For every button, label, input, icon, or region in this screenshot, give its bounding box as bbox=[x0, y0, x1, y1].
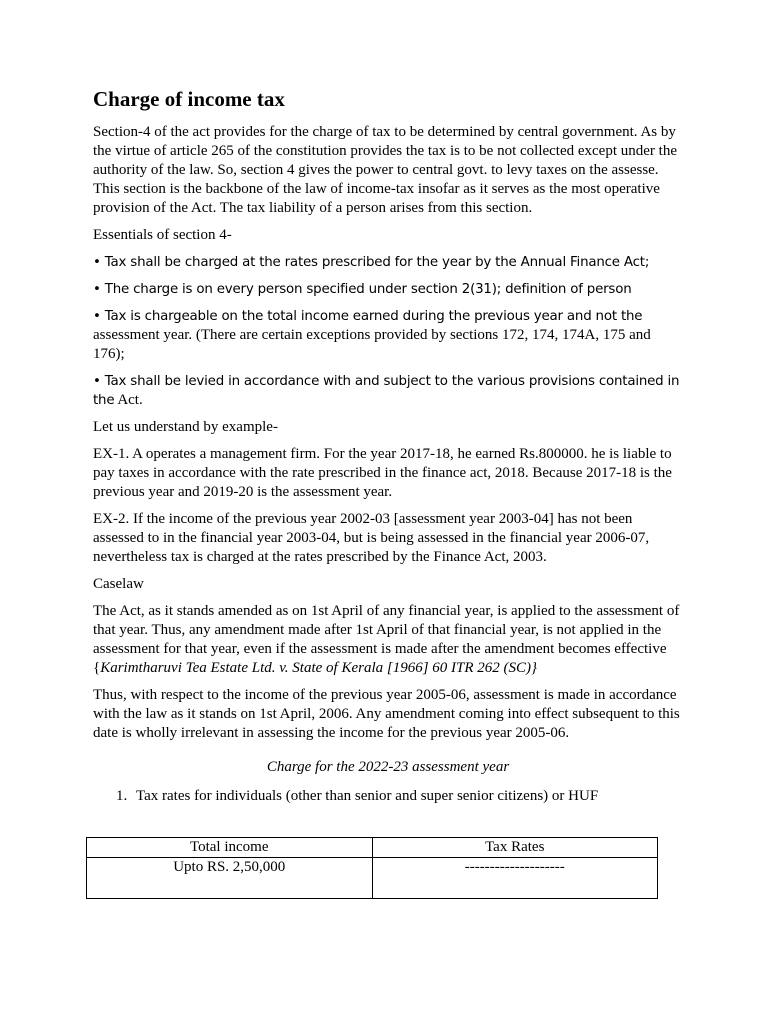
caselaw-text: The Act, as it stands amended as on 1st April of any financial year, is applied to the assessment of that year. Thus, any amendment made after 1st April of that financial year, is not applied in the assessment for that year, even if the assessment is made after the amendment becomes effective { bbox=[93, 603, 680, 676]
table-row bbox=[87, 858, 658, 899]
example-1: EX-1. A operates a management firm. For the year 2017-18, he earned Rs.800000. he is liable to pay taxes in accordance with the rate prescribed in the finance act, 2018. Because 2017-18 is the previous year and 2019-20 is the assessment year. bbox=[93, 446, 672, 500]
document-content bbox=[93, 86, 683, 814]
table-header-cell: Tax Rates bbox=[372, 838, 658, 858]
bullet-item: • Tax shall be charged at the rates prescribed for the year by the Annual Finance Act; bbox=[93, 255, 650, 270]
bullet-text-part: assessment year. (There are certain exceptions provided by sections 172, 174, 174A, 175 and 176); bbox=[93, 327, 651, 362]
table-header-cell: Total income bbox=[87, 838, 373, 858]
bullet-item bbox=[93, 307, 683, 364]
caselaw-paragraph bbox=[93, 602, 683, 678]
caselaw-heading: Caselaw bbox=[93, 576, 144, 592]
example-2: EX-2. If the income of the previous year 2002-03 [assessment year 2003-04] has not been assessed to in the financial year 2003-04, but is being assessed in the financial year 2006-07, nevertheless tax is charged at the rates prescribed by the Finance Act, 2003. bbox=[93, 511, 650, 565]
list-item-text: Tax rates for individuals (other than senior and super senior citizens) or HUF bbox=[136, 788, 599, 804]
tax-rate-table bbox=[86, 837, 658, 899]
caselaw-citation: Karimtharuvi Tea Estate Ltd. v. State of Kerala [1966] 60 ITR 262 (SC)} bbox=[100, 660, 538, 676]
bullet-item: • The charge is on every person specified under section 2(31); definition of person bbox=[93, 282, 632, 297]
bullet-item bbox=[93, 372, 683, 410]
thus-paragraph: Thus, with respect to the income of the previous year 2005-06, assessment is made in accordance with the law as it stands on 1st April, 2006. Any amendment coming into effect subsequent to this date is wholly irrelevant in assessing the income for the previous year 2005-06. bbox=[93, 687, 680, 741]
list-item-number: 1. bbox=[116, 788, 128, 804]
intro-paragraph: Section-4 of the act provides for the charge of tax to be determined by central government. As by the virtue of article 265 of the constitution provides the tax is to be not collected except under the authority of the law. So, section 4 gives the power to central govt. to levy taxes on the assesse. This section is the backbone of the law of income-tax insofar as it serves as the most operative provision of the Act. The tax liability of a person arises from this section. bbox=[93, 124, 677, 216]
page-title: Charge of income tax bbox=[93, 87, 285, 111]
essentials-heading: Essentials of section 4- bbox=[93, 227, 232, 243]
charge-section-title: Charge for the 2022-23 assessment year bbox=[266, 759, 510, 775]
list-item bbox=[93, 787, 683, 806]
bullet-text-part: • Tax shall be levied in accordance with and subject to the various provisions contained in the bbox=[93, 374, 680, 408]
bullet-text-part: Act. bbox=[114, 392, 143, 408]
table-cell: -------------------- bbox=[372, 858, 658, 899]
example-intro: Let us understand by example- bbox=[93, 419, 278, 435]
bullet-text-part: • Tax is chargeable on the total income earned during the previous year and not the bbox=[93, 309, 643, 324]
table-cell: Upto RS. 2,50,000 bbox=[87, 858, 373, 899]
table-header-row bbox=[87, 838, 658, 858]
